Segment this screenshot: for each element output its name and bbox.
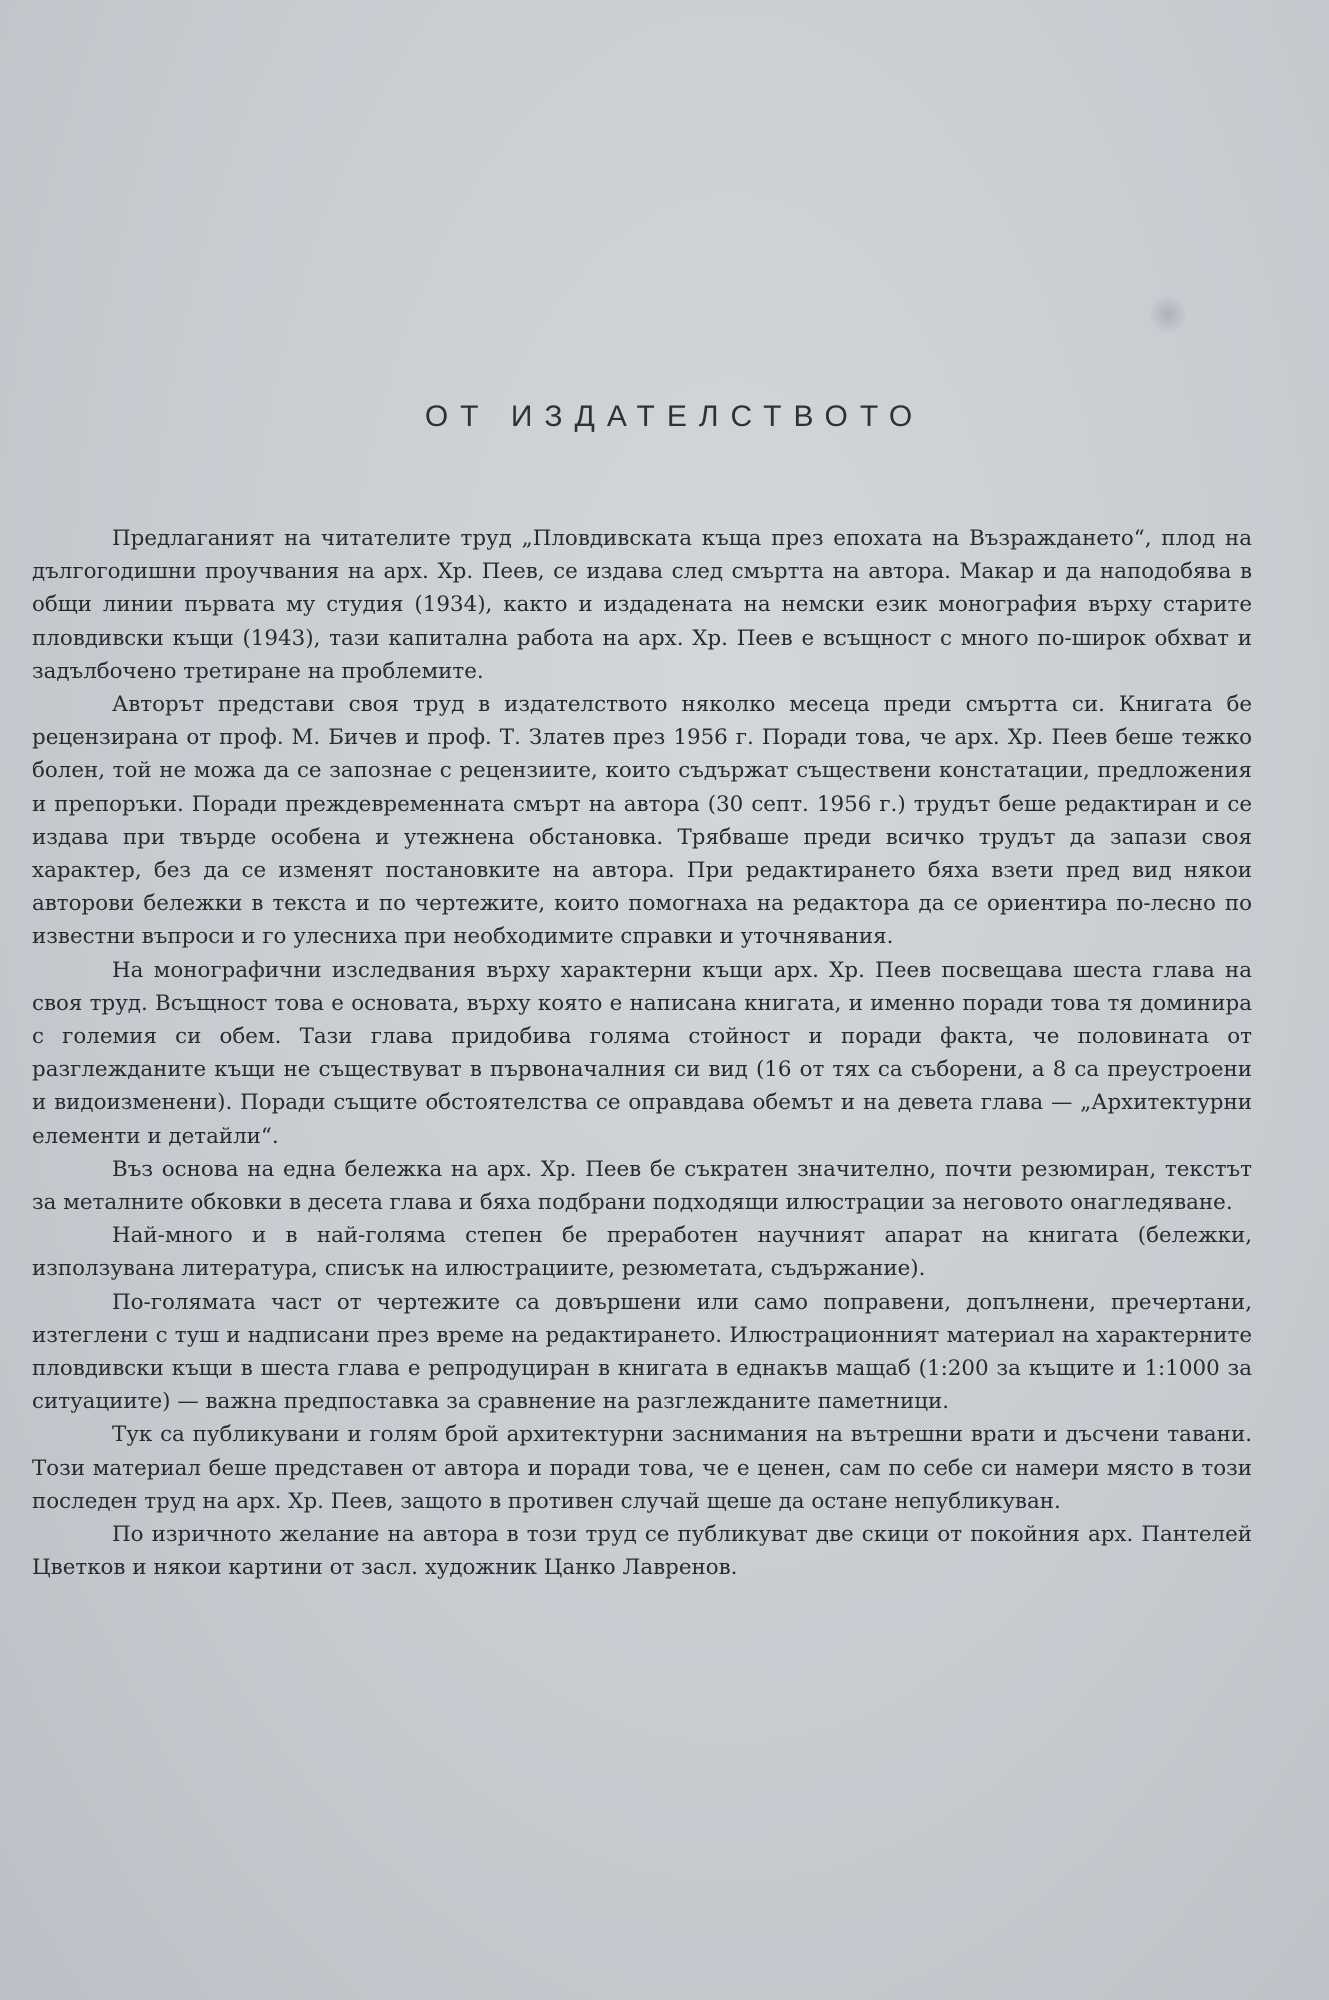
paragraph-3: На монографични изследвания върху характерни къщи арх. Хр. Пеев посвещава шеста глава на своя труд. Всъщност това е основата, върху която е написана книгата, и именно поради това тя доминира с големия си обем. Тази глава придобива голяма стойност и поради факта, че половината от разглежданите къщи не съществуват в първоначалния си вид (16 от тях са съборени, а 8 са преустроени и видоизменени). Поради същите обстоятелства се оправдава обемът и на девета глава — „Архитектурни елементи и детайли“. [32,957,1252,1149]
paragraph-4: Въз основа на една бележка на арх. Хр. Пеев бе съкратен значително, почти резюмиран, текстът за металните обковки в десета глава и бяха подбрани подходящи илюстрации за неговото онагледяване. [32,1156,1252,1216]
page-title: ОТ ИЗДАТЕЛСТВОТО [424,400,925,433]
paragraph-6: По-голямата част от чертежите са довършени или само поправени, допълнени, пречертани, изтеглени с туш и надписани през време на редактирането. Илюстрационният материал на характерните пловдивски къщи в шеста глава е репродуциран в книгата в еднакъв мащаб (1:200 за къщите и 1:1000 за ситуациите) — важна предпоставка за сравнение на разглежданите паметници. [32,1289,1252,1415]
paper-stain [1150,292,1186,336]
body-text [32,522,1252,1585]
paragraph-2: Авторът представи своя труд в издателството няколко месеца преди смъртта си. Книгата бе рецензирана от проф. М. Бичев и проф. Т. Златев през 1956 г. Поради това, че арх. Хр. Пеев беше тежко болен, той не можа да се запознае с рецензиите, които съдържат съществени констатации, предложения и препоръки. Поради преждевременната смърт на автора (30 септ. 1956 г.) трудът беше редактиран и се издава при твърде особена и утежнена обстановка. Трябваше преди всичко трудът да запази своя характер, без да се изменят постановките на автора. При редактирането бяха взети пред вид някои авторови бележки в текста и по чертежите, които помогнаха на редактора да се ориентира по-лесно по известни въпроси и го улесниха при необходимите справки и уточнявания. [32,692,1252,950]
paragraph-1: Предлаганият на читателите труд „Пловдивската къща през епохата на Възраждането“, плод на дългогодишни проучвания на арх. Хр. Пеев, се издава след смъртта на автора. Макар и да наподобява в общи линии първата му студия (1934), както и издадената на немски език монография върху старите пловдивски къщи (1943), тази капитална работа на арх. Хр. Пеев е всъщност с много по-широк обхват и задълбочено третиране на проблемите. [32,526,1252,684]
paragraph-8: По изричното желание на автора в този труд се публикуват две скици от покойния арх. Пантелей Цветков и някои картини от засл. художник Цанко Лавренов. [32,1522,1252,1581]
paragraph-5: Най-много и в най-голяма степен бе преработен научният апарат на книгата (бележки, използувана литература, списък на илюстрациите, резюметата, съдържание). [32,1223,1252,1282]
paragraph-7: Тук са публикувани и голям брой архитектурни заснимания на вътрешни врати и дъсчени тавани. Този материал беше представен от автора и поради това, че е ценен, сам по себе си намери място в този последен труд на арх. Хр. Пеев, защото в противен случай щеше да остане непубликуван. [32,1422,1252,1514]
